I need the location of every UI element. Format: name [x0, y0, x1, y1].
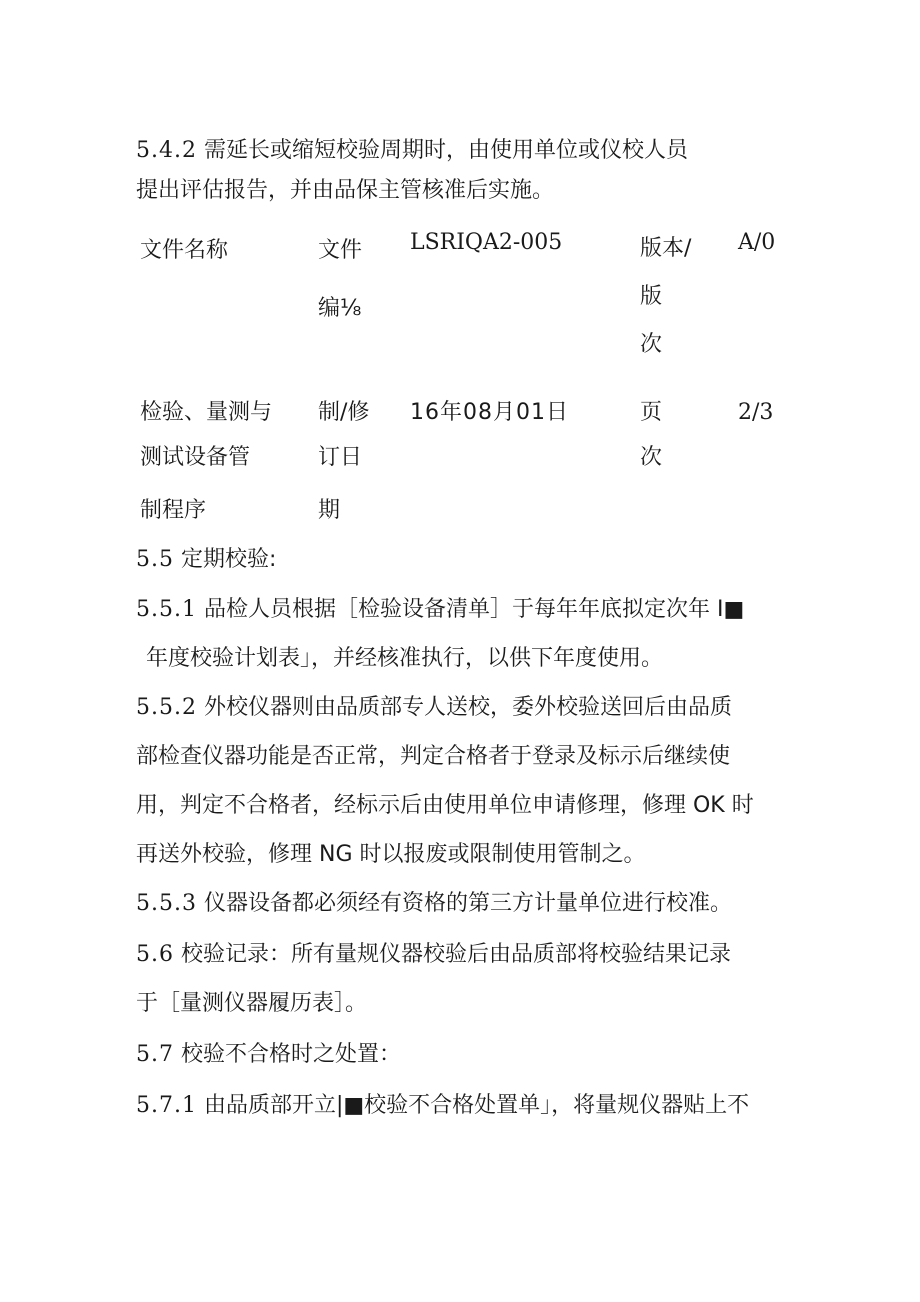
- section-number: 5.5: [136, 547, 174, 572]
- revision-date-label-1: 制/修: [318, 400, 370, 425]
- section-number: 5.4.2: [136, 138, 197, 163]
- doc-number-label-2: 编⅛: [318, 296, 362, 321]
- procedure-name-2: 测试设备管: [140, 445, 251, 470]
- page-label-1: 页: [640, 400, 663, 425]
- section-number: 5.5.1: [136, 597, 197, 622]
- paragraph-text: 定期校验:: [181, 547, 277, 572]
- body-line: [136, 940, 731, 970]
- paragraph-text: 于［量测仪器履历表］。: [136, 991, 368, 1016]
- revision-date-value: 16年08月01日: [410, 400, 569, 425]
- version-label-1: 版本/: [640, 236, 692, 261]
- paragraph-text: 外校仪器则由品质部专人送校，委外校验送回后由品质: [203, 695, 732, 720]
- version-label-3: 次: [640, 332, 663, 357]
- doc-name-label: 文件名称: [140, 238, 229, 263]
- section-number: 5.5.3: [136, 891, 197, 916]
- revision-date-label-3: 期: [318, 498, 341, 523]
- body-line: [136, 742, 730, 772]
- body-line: [136, 889, 732, 919]
- body-line: [136, 1040, 401, 1070]
- paragraph-text: 品检人员根据［检验设备清单］于每年年底拟定次年 I■: [203, 597, 745, 622]
- paragraph-text: 部检查仪器功能是否正常，判定合格者于登录及标示后继续使: [136, 744, 731, 769]
- doc-number-value: LSRIQA2-005: [410, 230, 563, 255]
- paragraph-5-4-2-line2: [136, 176, 554, 206]
- body-line: [136, 989, 367, 1019]
- body-line: [136, 840, 646, 870]
- page-label-2: 次: [640, 445, 663, 470]
- procedure-name-3: 制程序: [140, 498, 207, 523]
- section-number: 5.7.1: [136, 1093, 197, 1118]
- body-line: [146, 644, 663, 674]
- version-label-2: 版: [640, 284, 663, 309]
- section-number: 5.5.2: [136, 695, 197, 720]
- paragraph-text: 校验记录：所有量规仪器校验后由品质部将校验结果记录: [181, 942, 732, 967]
- page-value: 2/3: [738, 400, 774, 425]
- body-line: [136, 693, 732, 723]
- paragraph-text: 提出评估报告，并由品保主管核准后实施。: [136, 178, 555, 203]
- body-line: [136, 545, 276, 575]
- paragraph-text: 年度校验计划表」，并经核准执行，以供下年度使用。: [146, 646, 664, 671]
- procedure-name-1: 检验、量测与: [140, 400, 273, 425]
- paragraph-text: 由品质部开立|■校验不合格处置单」，将量规仪器贴上不: [203, 1093, 750, 1118]
- section-number: 5.7: [136, 1042, 174, 1067]
- revision-date-label-2: 订日: [318, 445, 363, 470]
- paragraph-text: 仪器设备都必须经有资格的第三方计量单位进行校准。: [203, 891, 732, 916]
- paragraph-5-4-2-line1: [136, 136, 688, 166]
- paragraph-text: 需延长或缩短校验周期时，由使用单位或仪校人员: [203, 138, 688, 163]
- body-line: [136, 1091, 749, 1121]
- paragraph-text: 再送外校验，修理 NG 时以报废或限制使用管制之。: [136, 842, 646, 867]
- body-line: [136, 791, 754, 821]
- paragraph-text: 用，判定不合格者，经标示后由使用单位申请修理，修理 OK 时: [136, 793, 754, 818]
- version-value: A/0: [738, 230, 776, 255]
- body-line: [136, 595, 744, 625]
- section-number: 5.6: [136, 942, 174, 967]
- paragraph-text: 校验不合格时之处置：: [181, 1042, 402, 1067]
- doc-number-label-1: 文件: [318, 238, 363, 263]
